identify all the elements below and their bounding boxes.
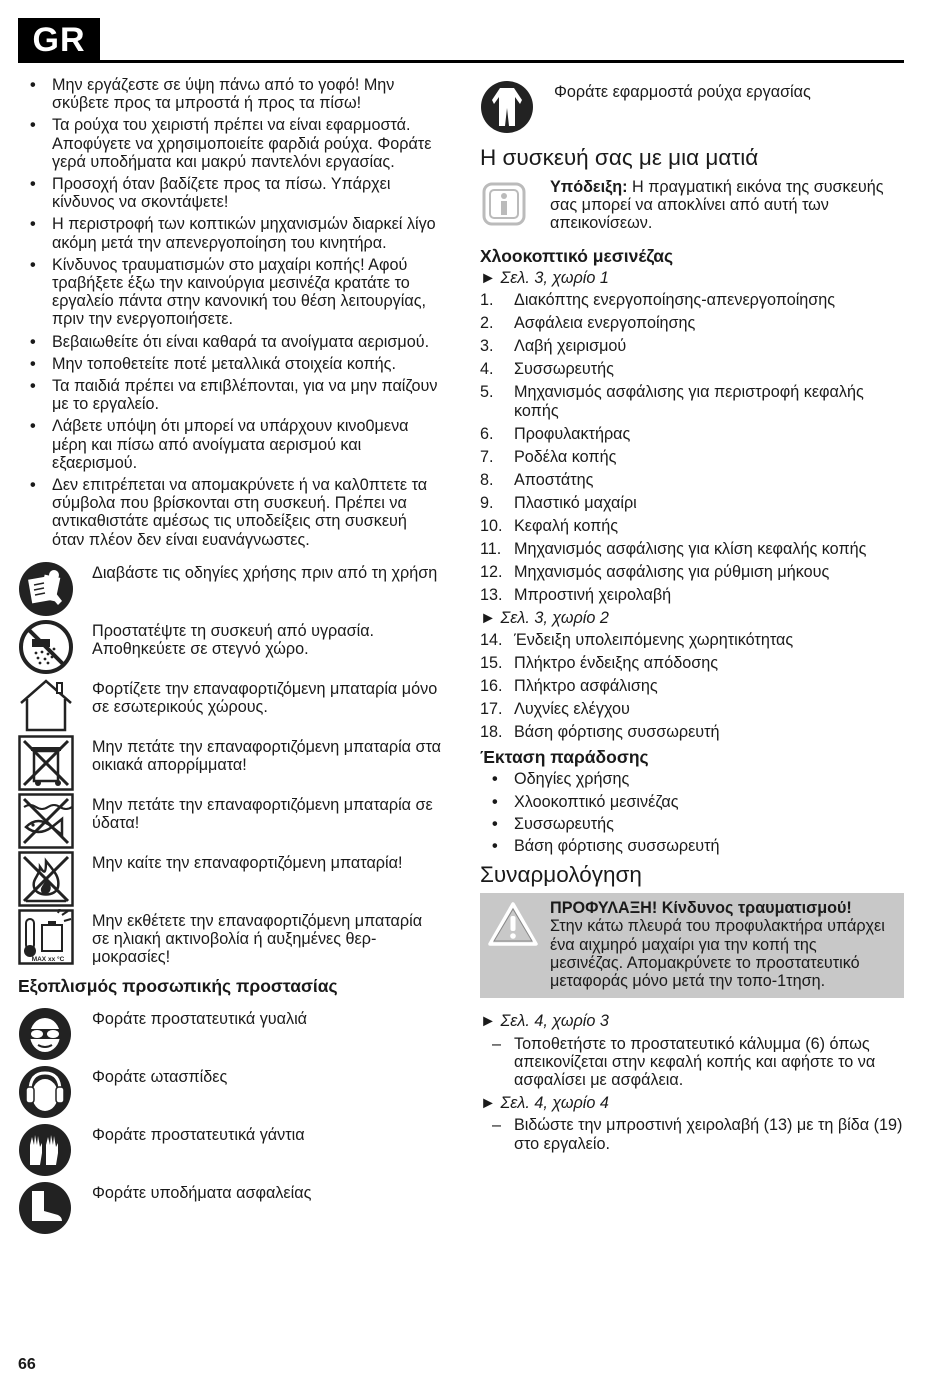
list-item: • Μην εργάζεστε σε ύψη πάνω από το γοφό! Μην σκύβετε προς τα μπροστά ή προς τα πίσω! [18,76,442,112]
item-text: Μηχανισμός ασφάλισης για περιστροφή κεφαλής κοπής [514,383,864,420]
symbol-row-indoor [18,677,442,735]
warning-text: Στην κάτω πλευρά του προφυλακτήρα υπάρχει ένα αιχμηρό μαχαίρι για την κοπή της μεσινέζας. Απομακρύνετε το προστατευτικό μεταφοράς μόνο μετά την τοπο-1τηση. [550,917,885,991]
page-number: 66 [18,1356,36,1373]
item-text: Λυχνίες ελέγχου [514,700,630,719]
ppe-row-gloves [18,1123,442,1181]
symbol-text: Φορτίζετε την επαναφορτιζόμενη μπαταρία μόνο σε εσωτερικούς χώρους. [92,679,438,717]
item-text: Διακόπτης ενεργοποίησης-απενεργοποίησης [514,291,836,310]
list-item: • Οδηγίες χρήσης [480,770,904,788]
step-text: Βιδώστε την μπροστινή χειρολαβή (13) με τη βίδα (19) στο εργαλείο. [514,1116,903,1153]
list-item [480,677,904,695]
overview-heading: Η συσκευή σας με μια ματιά [480,145,759,170]
list-item [480,654,904,672]
ppe-heading: Εξοπλισμός προσωπικής προστασίας [18,975,338,996]
ppe-text: Φοράτε προστατευτικά γάντια [92,1125,305,1144]
indoor-house-icon [18,677,74,733]
list-item [480,540,904,558]
list-item [480,383,904,419]
item-number: 18. [480,723,503,742]
max-temperature-mark: MAX xx °C [31,955,65,963]
list-item: • Δεν επιτρέπεται να απομακρύνετε ή να καλ0πτετε τα σύμβολα που βρίσκονται στη συσκευή. Πρέπει να αντικαθιστάτε αμέσως τις υποδείξεις στη συσκευή όταν πλέον δεν είναι ευανάγνωστες. [18,476,442,549]
item-text: Μπροστινή χειρολαβή [514,585,672,604]
item-number: 5. [480,383,494,402]
warning-text-block [550,899,892,990]
info-icon [480,180,528,228]
item-number: 4. [480,360,494,379]
language-tab: GR [18,18,100,62]
list-item [480,563,904,581]
item-number: 3. [480,337,494,356]
ppe-text: Φοράτε προστατευτικά γυαλιά [92,1009,308,1028]
read-manual-icon [18,561,74,617]
no-water-disposal-icon [18,793,74,849]
list-item [480,314,904,332]
list-item [480,723,904,741]
warning-triangle-icon [488,901,538,947]
symbol-row-no-fire [18,851,442,909]
item-text: Πλαστικό μαχαίρι [514,493,637,512]
item-number: 13. [480,585,503,604]
item-number: 17. [480,700,503,719]
list-item: • Προσοχή όταν βαδίζετε προς τα πίσω. Υπάρχει κίνδυνος να σκοντάψετε! [18,175,442,211]
item-text: Λαβή χειρισμού [514,337,627,356]
dash-marker: – [492,1116,502,1135]
ref-arrow-icon: ► [480,1093,497,1112]
step-item [480,1116,904,1152]
item-number: 14. [480,631,503,650]
list-item: • Χλοοκοπτικό μεσινέζας [480,793,904,811]
item-number: 6. [480,424,494,443]
item-number: 7. [480,447,494,466]
step-text: Τοποθετήστε το προστατευτικό κάλυμμα (6) όπως απεικονίζεται στην κεφαλή κοπής και αφήστε το να ασφαλίσει με ασφάλεια. [514,1035,876,1090]
gloves-icon [18,1123,72,1177]
warning-label: ΠΡΟΦΥΛΑΞΗ! Κίνδυνος τραυματισμού! [550,899,852,918]
item-text: Προφυλακτήρας [514,424,631,443]
ref-arrow-icon: ► [480,1012,497,1031]
list-item [480,337,904,355]
clothing-row [480,80,904,138]
figure-ref [480,609,904,627]
item-text: Ασφάλεια ενεργοποίησης [514,314,696,333]
parts-list-2 [480,631,904,741]
item-text: Ροδέλα κοπής [514,447,617,466]
figure-ref [480,269,904,287]
ref-text: Σελ. 3, χωρίο 1 [500,268,609,287]
list-item [480,586,904,604]
symbol-text: Μην πετάτε την επαναφορτιζόμενη μπαταρία στα οικιακά απορρίμματα! [92,737,442,775]
delivery-heading: Έκταση παράδοσης [480,747,649,768]
list-item: • Τα ρούχα του χειριστή πρέπει να είναι εφαρμοστά. Αποφύγετε να χρησιμοποιείτε φαρδιά ρούχα. Φοράτε γερά υποδήματα και μακρύ παντελόνι εργασίας. [18,116,442,171]
left-column [18,76,442,1239]
symbol-text: Προστατέψτε τη συσκευή από υγρασία. Αποθηκεύετε σε στεγνό χώρο. [92,621,375,659]
symbol-row-no-water [18,793,442,851]
ppe-text: Φοράτε υποδήματα ασφαλείας [92,1183,312,1202]
list-item: • Η περιστροφή των κοπτικών μηχανισμών διαρκεί λίγο ακόμη μετά την απενεργοποίηση του κινητήρα. [18,215,442,251]
list-item: • Συσσωρευτής [480,815,904,833]
clothing-text: Φοράτε εφαρμοστά ρούχα εργασίας [554,83,811,101]
list-item [480,700,904,718]
item-text: Ένδειξη υπολειπόμενης χωρητικότητας [514,631,794,650]
item-number: 1. [480,291,494,310]
safety-bullet-list [18,76,442,549]
symbol-text: Μην πετάτε την επαναφορτιζόμενη μπαταρία σε ύδατα! [92,795,433,833]
ref-arrow-icon: ► [480,268,497,287]
symbol-text: Μην εκθέτετε την επαναφορτιζόμενη μπαταρία σε ηλιακή ακτινοβολία ή αυξημένες θερμοκρασίες! [92,911,423,967]
symbol-row-no-household-waste [18,735,442,793]
note-block [480,178,904,233]
item-number: 9. [480,493,494,512]
item-number: 10. [480,516,503,535]
ref-text: Σελ. 4, χωρίο 4 [500,1093,609,1112]
item-text: Βάση φόρτισης συσσωρευτή [514,723,720,742]
ear-protection-icon [18,1065,72,1119]
list-item [480,494,904,512]
ppe-text: Φοράτε ωτασπίδες [92,1067,228,1086]
list-item: • Κίνδυνος τραυματισμών στο μαχαίρι κοπής! Αφού τραβήξετε έξω την καινούργια μεσινέζα κρατάτε το εργαλείο πάντα στην κανονική του θέση λειτουργίας, πριν την ενεργοποιήσετε. [18,256,442,329]
no-household-waste-icon [18,735,74,791]
symbol-row-read-manual [18,561,442,619]
item-text: Πλήκτρο ασφάλισης [514,677,658,696]
note-text: Η πραγματική εικόνα της συσκευής σας μπορεί να αποκλίνει από αυτή των απεικονίσεων. [550,178,884,233]
ppe-row-goggles [18,1007,442,1065]
safety-goggles-icon [18,1007,72,1061]
warning-box [480,893,904,998]
list-item [480,448,904,466]
delivery-list [480,770,904,855]
parts-list-1 [480,291,904,603]
symbol-text: Διαβάστε τις οδηγίες χρήσης πριν από τη χρήση [92,563,438,582]
item-text: Μηχανισμός ασφάλισης για κλίση κεφαλής κοπής [514,539,867,558]
safety-boots-icon [18,1181,72,1235]
list-item: • Βεβαιωθείτε ότι είναι καθαρά τα ανοίγματα αερισμού. [18,333,442,351]
list-item [480,360,904,378]
list-item: • Λάβετε υπόψη ότι μπορεί να υπάρχουν κινο0μενα μέρη και πίσω από ανοίγματα αερισμού και εξαερισμού. [18,417,442,472]
list-item: • Βάση φόρτισης συσσωρευτή [480,837,904,855]
list-item [480,517,904,535]
item-number: 12. [480,562,503,581]
ppe-row-boots [18,1181,442,1239]
ppe-row-ear [18,1065,442,1123]
ref-arrow-icon: ► [480,608,497,627]
protect-from-rain-icon [18,619,74,675]
item-text: Πλήκτρο ένδειξης απόδοσης [514,654,719,673]
symbol-text: Μην καίτε την επαναφορτιζόμενη μπαταρία! [92,853,403,872]
header-rule [18,60,904,63]
work-clothing-icon [480,80,534,134]
item-number: 8. [480,470,494,489]
item-number: 16. [480,677,503,696]
step-item [480,1035,904,1090]
list-item [480,631,904,649]
figure-ref [480,1012,904,1030]
no-fire-icon [18,851,74,907]
max-temperature-icon [18,909,74,965]
note-text-block [550,178,904,233]
item-number: 15. [480,654,503,673]
figure-ref [480,1094,904,1112]
item-text: Συσσωρευτής [514,360,614,379]
item-text: Κεφαλή κοπής [514,516,619,535]
ref-text: Σελ. 3, χωρίο 2 [500,608,609,627]
list-item: • Μην τοποθετείτε ποτέ μεταλλικά στοιχεία κοπής. [18,355,442,373]
assembly-heading: Συναρμολόγηση [480,862,642,888]
list-item [480,291,904,309]
ref-text: Σελ. 4, χωρίο 3 [500,1012,609,1031]
list-item: • Τα παιδιά πρέπει να επιβλέπονται, για να μην παίζουν με το εργαλείο. [18,377,442,413]
item-text: Αποστάτης [514,470,594,489]
note-label: Υπόδειξη: [550,178,628,196]
list-item [480,471,904,489]
item-number: 11. [480,539,502,558]
item-number: 2. [480,314,494,333]
item-text: Μηχανισμός ασφάλισης για ρύθμιση μήκους [514,562,830,581]
list-item [480,425,904,443]
dash-marker: – [492,1035,502,1054]
symbol-row-max-temperature [18,909,442,965]
right-column [480,80,904,1153]
symbol-row-protect-from-rain [18,619,442,677]
parts-heading: Χλοοκοπτικό μεσινέζας [480,245,674,266]
